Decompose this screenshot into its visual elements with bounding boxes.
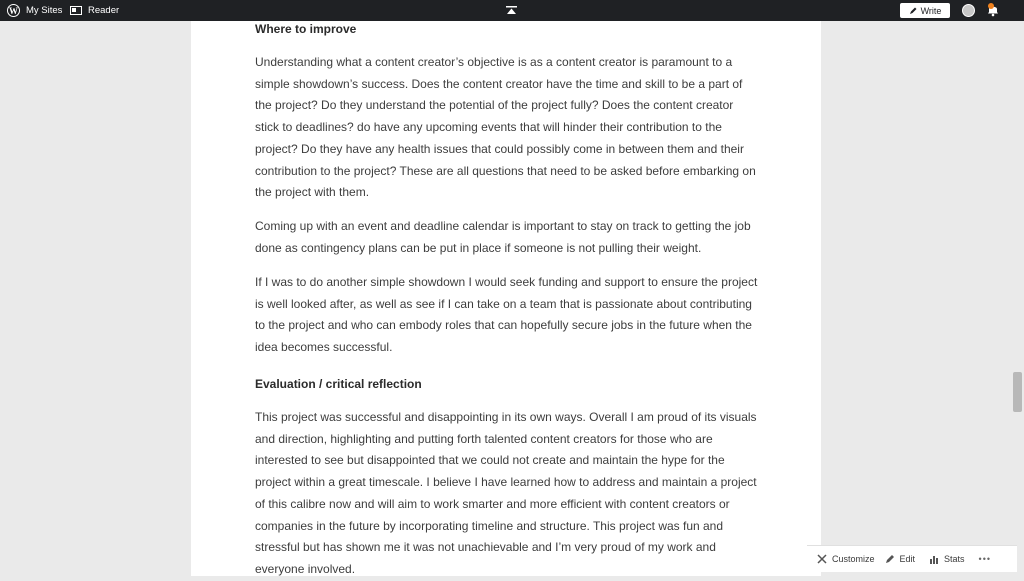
- edit-button[interactable]: [885, 554, 916, 564]
- my-sites-link[interactable]: [7, 0, 62, 21]
- wordpress-logo-icon: W: [9, 5, 18, 16]
- edit-label: Edit: [899, 554, 916, 564]
- section-heading-evaluation: Evaluation / critical reflection: [255, 377, 422, 391]
- admin-bar: [0, 0, 1024, 21]
- write-label: Write: [920, 5, 942, 16]
- section-heading-improve: Where to improve: [255, 22, 357, 36]
- reader-icon: [70, 6, 82, 15]
- paragraph: Coming up with an event and deadline calendar is important to stay on track to getting the job done as contingency plans can be put in place if someone is not pulling their weight.: [255, 219, 751, 255]
- my-sites-label: My Sites: [26, 5, 63, 16]
- paragraph: This project was successful and disappointing in its own ways. Overall I am proud of its visuals and direction, highlighting and putting forth talented content creators for those who are interested to see but disappointed that we could not create and maintain the hype for the project within a great timescale. I believe I have learned how to address and maintain a project of this calibre now and will aim to work smarter and more efficient with content creators or companies in the future by incorporating timeline and structure. This project was fun and stressful but has shown me it was not unachievable and I’m very proud of my work and everyone involved.: [255, 410, 757, 576]
- avatar[interactable]: [962, 4, 975, 17]
- customize-button[interactable]: [817, 554, 875, 564]
- pen-icon: [909, 7, 917, 15]
- notification-badge: [988, 3, 994, 9]
- collapse-toggle-icon[interactable]: [505, 0, 517, 21]
- customize-label: Customize: [832, 554, 875, 564]
- reader-link[interactable]: [70, 0, 119, 21]
- post-content-area: [191, 21, 821, 576]
- paragraph: If I was to do another simple showdown I would seek funding and support to ensure the project is well looked after, as well as see if I can take on a team that is passionate about contributing to the project and who can embody roles that can hopefully secure jobs in the future when the idea becomes successful.: [255, 275, 758, 355]
- tools-icon: [817, 554, 827, 564]
- floating-toolbar: [807, 545, 1017, 572]
- stats-label: Stats: [944, 554, 965, 564]
- pencil-icon: [885, 554, 895, 564]
- reader-label: Reader: [88, 5, 120, 16]
- paragraph: Understanding what a content creator’s objective is as a content creator is paramount to a simple showdown’s success. Does the content creator have the time and skill to be a part of the project? Do they understand the potential of the project fully? Does the content creator stick to deadlines? do have any upcoming events that will hinder their contribution to the project? Do they have any health issues that could possibly come in between them and their contribution to the project? These are all questions that need to be asked before embarking on the project with them.: [255, 55, 756, 200]
- more-options-icon[interactable]: •••: [978, 554, 991, 564]
- scrollbar-thumb[interactable]: [1013, 372, 1022, 412]
- bar-chart-icon: [929, 554, 939, 564]
- write-button[interactable]: [900, 3, 950, 18]
- stats-button[interactable]: [929, 554, 965, 564]
